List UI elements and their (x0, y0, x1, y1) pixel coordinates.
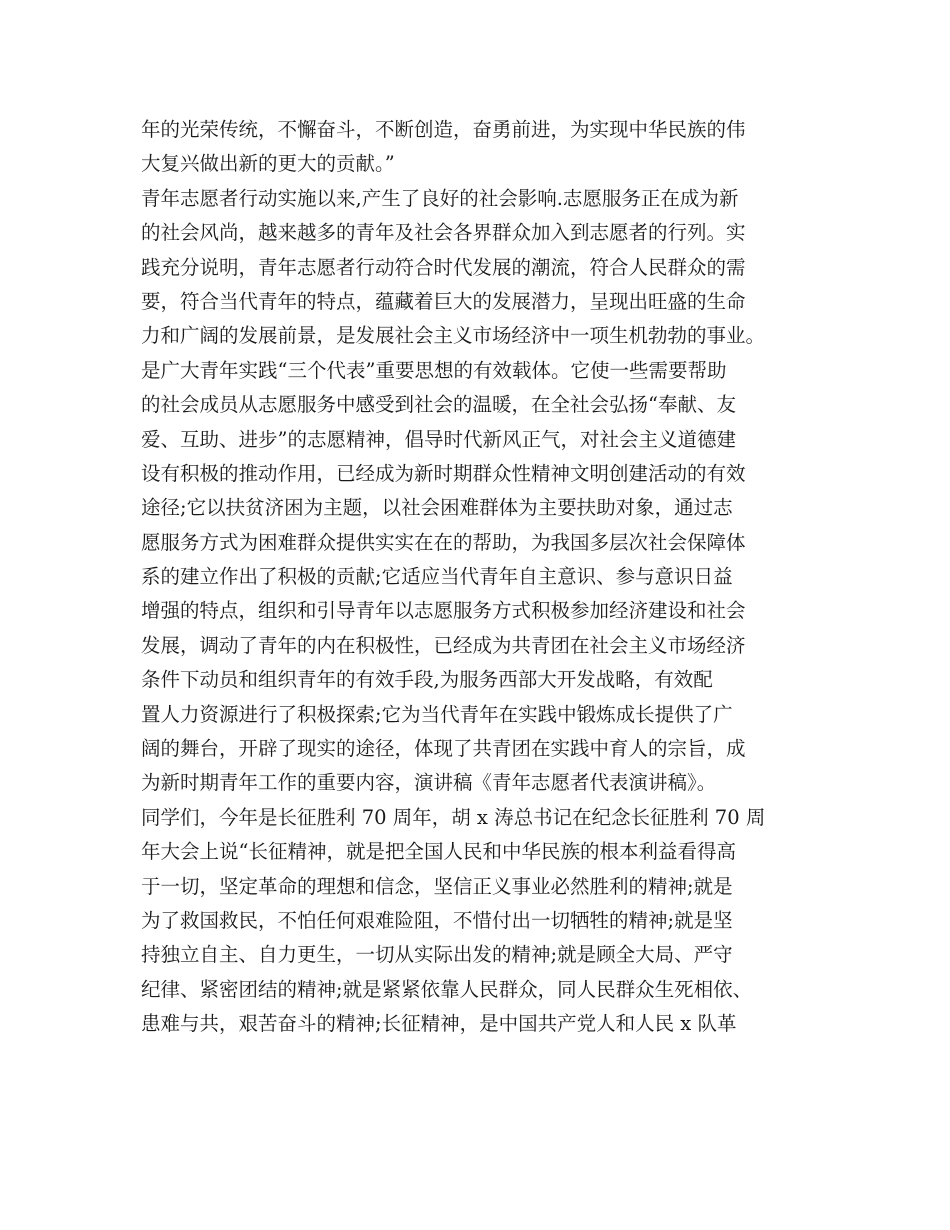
text-line: 力和广阔的发展前景，是发展社会主义市场经济中一项生机勃勃的事业。 (141, 324, 766, 348)
text-line: 途径;它以扶贫济困为主题，以社会困难群体为主要扶助对象，通过志 (141, 496, 733, 520)
text-line: 患难与共，艰苦奋斗的精神;长征精神，是中国共产党人和人民 x 队革 (141, 1012, 737, 1036)
text-line: 爱、互助、进步”的志愿精神，倡导时代新风正气，对社会主义道德建 (141, 427, 736, 451)
text-line: 年大会上说“长征精神，就是把全国人民和中华民族的根本利益看得高 (141, 840, 736, 864)
text-line: 愿服务方式为困难群众提供实实在在的帮助，为我国多层次社会保障体 (141, 530, 746, 554)
text-line: 系的建立作出了积极的贡献;它适应当代青年自主意识、参与意识日益 (141, 565, 733, 589)
text-line: 是广大青年实践“三个代表”重要思想的有效载体。它使一些需要帮助 (141, 358, 727, 382)
text-line: 要，符合当代青年的特点，蕴藏着巨大的发展潜力，呈现出旺盛的生命 (141, 289, 746, 313)
text-line: 践充分说明，青年志愿者行动符合时代发展的潮流，符合人民群众的需 (141, 255, 746, 279)
text-line: 阔的舞台，开辟了现实的途径，体现了共青团在实践中育人的宗旨，成 (141, 737, 746, 761)
text-line: 于一切，坚定革命的理想和信念，坚信正义事业必然胜利的精神;就是 (141, 874, 733, 898)
text-line: 青年志愿者行动实施以来,产生了良好的社会影响.志愿服务正在成为新 (141, 186, 739, 210)
text-line: 的社会成员从志愿服务中感受到社会的温暖，在全社会弘扬“奉献、友 (141, 393, 736, 417)
text-line: 置人力资源进行了积极探索;它为当代青年在实践中锻炼成长提供了广 (141, 702, 733, 726)
text-line: 为了救国救民，不怕任何艰难险阻，不惜付出一切牺牲的精神;就是坚 (141, 908, 733, 932)
text-line: 的社会风尚，越来越多的青年及社会各界群众加入到志愿者的行列。实 (141, 221, 746, 245)
text-line: 发展，调动了青年的内在积极性，已经成为共青团在社会主义市场经济 (141, 633, 746, 657)
text-line: 同学们，今年是长征胜利 70 周年，胡 x 涛总书记在纪念长征胜利 70 周 (141, 805, 766, 829)
text-line: 设有积极的推动作用，已经成为新时期群众性精神文明创建活动的有效 (141, 461, 746, 485)
text-line: 为新时期青年工作的重要内容，演讲稿《青年志愿者代表演讲稿》。 (141, 771, 717, 795)
text-line: 年的光荣传统，不懈奋斗，不断创造，奋勇前进，为实现中华民族的伟 (141, 118, 746, 141)
text-line: 增强的特点，组织和引导青年以志愿服务方式积极参加经济建设和社会 (141, 599, 746, 623)
text-line: 纪律、紧密团结的精神;就是紧紧依靠人民群众，同人民群众生死相依、 (141, 977, 753, 1001)
text-line: 持独立自主、自力更生，一切从实际出发的精神;就是顾全大局、严守 (141, 943, 733, 967)
text-line: 条件下动员和组织青年的有效手段,为服务西部大开发战略，有效配 (141, 668, 713, 692)
body-text (141, 113, 821, 1042)
text-line: 大复兴做出新的更大的贡献。” (141, 152, 395, 176)
